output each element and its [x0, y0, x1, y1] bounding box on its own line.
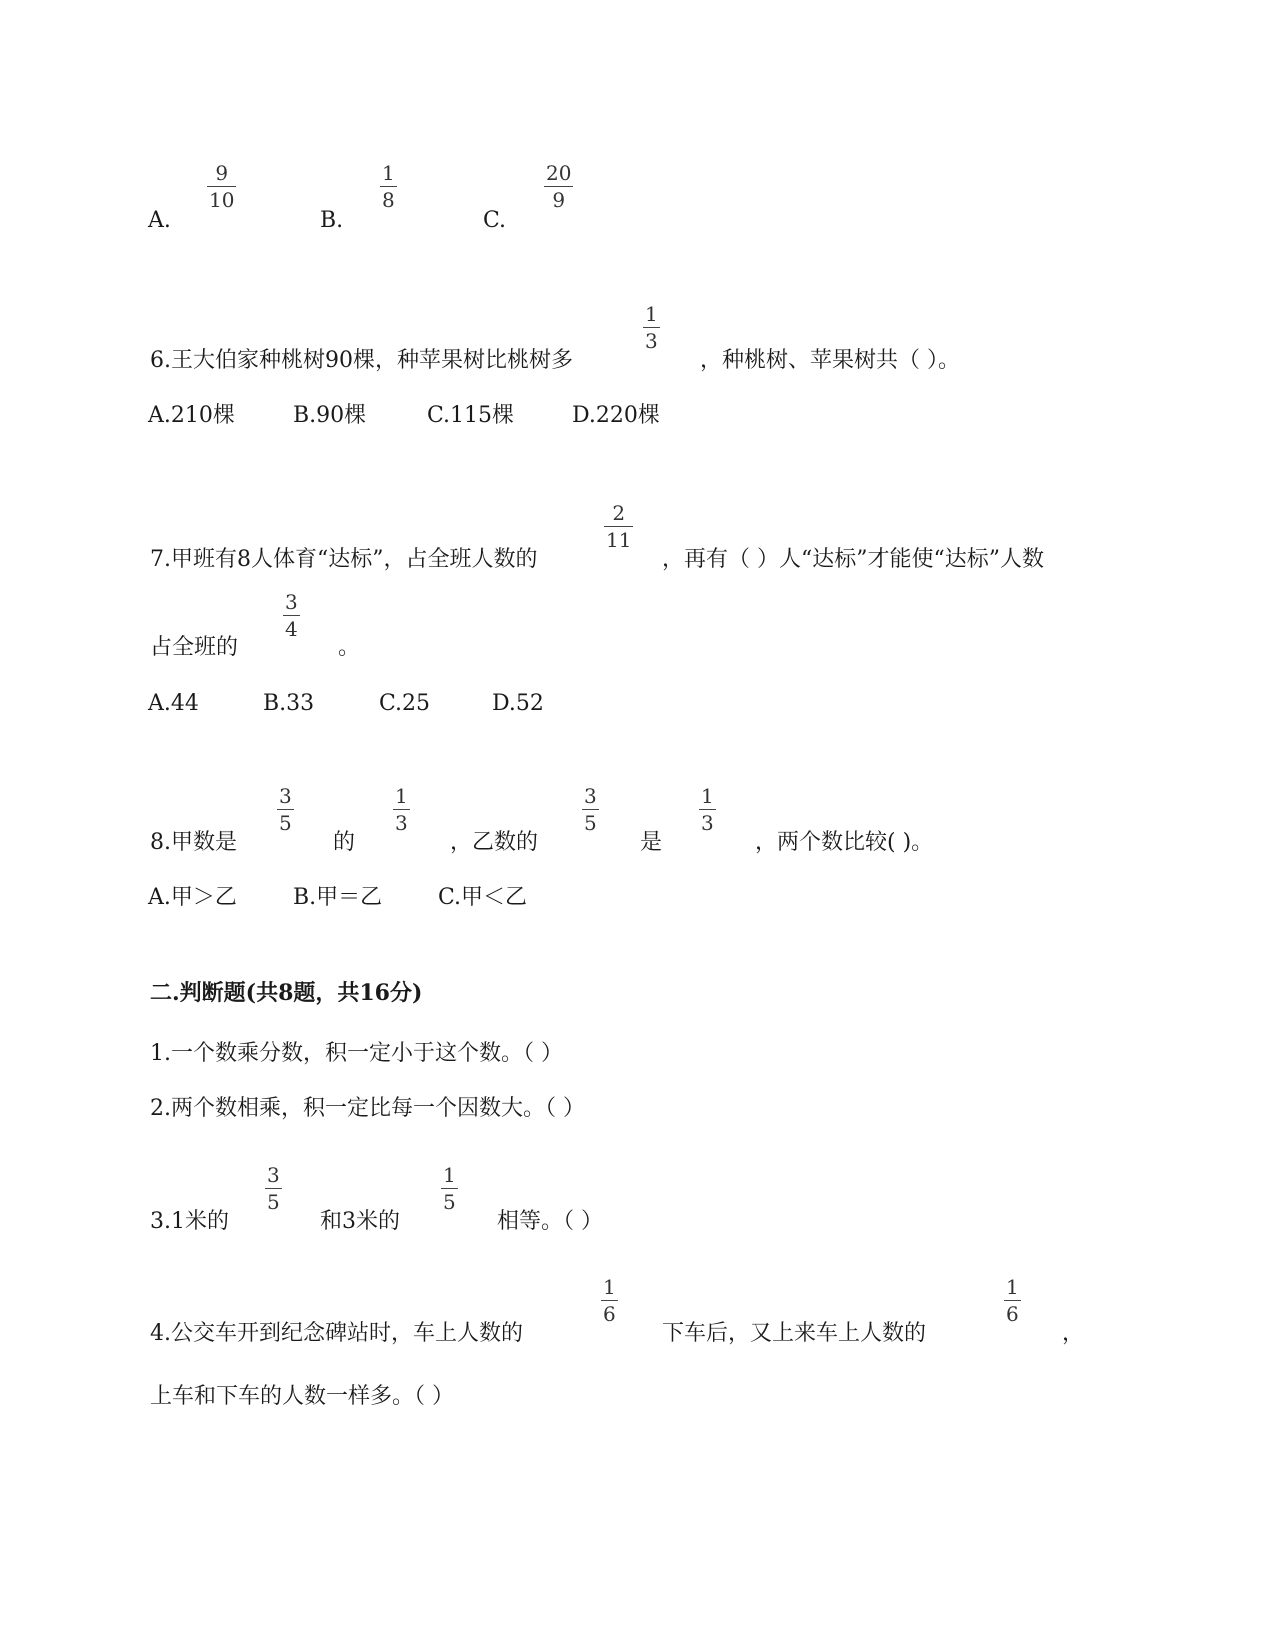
q6-fraction	[643, 304, 660, 351]
numerator: 3	[285, 590, 298, 614]
numerator: 1	[1006, 1275, 1019, 1299]
numerator: 20	[546, 161, 572, 185]
denominator: 4	[285, 617, 298, 641]
tf-question-4-fraction-1	[601, 1277, 618, 1324]
denominator: 10	[209, 188, 235, 212]
q7-option-b: B.33	[263, 691, 315, 716]
tf-question-3-part1: 3.1米的	[150, 1209, 229, 1234]
denominator: 6	[1006, 1302, 1019, 1326]
tf-question-4-part4: 上车和下车的人数一样多。（ ）	[150, 1384, 454, 1409]
q7-option-d: D.52	[492, 691, 544, 716]
numerator: 3	[279, 784, 292, 808]
q8-fraction-1	[277, 786, 294, 833]
numerator: 1	[382, 161, 395, 185]
denominator: 8	[382, 188, 395, 212]
tf-question-3-part2: 和3米的	[320, 1209, 400, 1234]
q6-text-part1: 6.王大伯家种桃树90棵，种苹果树比桃树多	[150, 348, 573, 373]
q8-text-part3: ，乙数的	[450, 830, 539, 855]
q8-option-b: B.甲＝乙	[293, 885, 383, 910]
numerator: 3	[584, 784, 597, 808]
tf-question-3-fraction-2	[441, 1165, 458, 1212]
q7-option-a: A.44	[148, 691, 199, 716]
denominator: 3	[395, 811, 408, 835]
q6-option-d: D.220棵	[572, 403, 660, 428]
denominator: 9	[552, 188, 566, 212]
q6-option-a: A.210棵	[148, 403, 235, 428]
denominator: 6	[603, 1302, 616, 1326]
denominator: 11	[606, 528, 632, 552]
q8-fraction-3	[582, 786, 599, 833]
q5-option-a-fraction	[207, 163, 236, 210]
q8-text-part2: 的	[333, 830, 356, 855]
tf-question-4-fraction-2	[1004, 1277, 1021, 1324]
q7-text-part3: 占全班的	[150, 635, 239, 660]
numerator: 1	[395, 784, 408, 808]
numerator: 1	[701, 784, 714, 808]
q6-option-c: C.115棵	[427, 403, 515, 428]
q8-text-part5: ，两个数比较( )。	[755, 830, 934, 855]
q5-option-b-fraction	[380, 163, 397, 210]
tf-question-4-part1: 4.公交车开到纪念碑站时，车上人数的	[150, 1321, 523, 1346]
denominator: 5	[443, 1190, 456, 1214]
tf-question-2: 2.两个数相乘，积一定比每一个因数大。（ ）	[150, 1096, 585, 1121]
q7-fraction-2	[283, 592, 300, 639]
q8-fraction-4	[699, 786, 716, 833]
q8-fraction-2	[393, 786, 410, 833]
tf-question-4-part3: ，	[1062, 1321, 1085, 1346]
q5-option-c-fraction	[544, 163, 573, 210]
q6-text-part2: ，种桃树、苹果树共（ ）。	[700, 348, 960, 373]
q8-option-c: C.甲＜乙	[438, 885, 528, 910]
q6-option-b: B.90棵	[293, 403, 367, 428]
tf-question-4-part2: 下车后，又上来车上人数的	[662, 1321, 927, 1346]
tf-question-3-fraction-1	[265, 1165, 282, 1212]
q5-option-b-label: B.	[320, 208, 344, 233]
denominator: 3	[645, 329, 658, 353]
denominator: 3	[701, 811, 714, 835]
q5-option-c-label: C.	[483, 208, 507, 233]
q8-text-part1: 8.甲数是	[150, 830, 237, 855]
numerator: 1	[603, 1275, 616, 1299]
numerator: 3	[267, 1163, 280, 1187]
numerator: 2	[612, 501, 626, 525]
tf-question-3-part3: 相等。（ ）	[497, 1209, 603, 1234]
q5-option-a-label: A.	[148, 208, 171, 233]
numerator: 1	[645, 302, 658, 326]
denominator: 5	[584, 811, 597, 835]
denominator: 5	[267, 1190, 280, 1214]
q7-option-c: C.25	[379, 691, 431, 716]
q7-text-part4: 。	[338, 635, 361, 660]
numerator: 1	[443, 1163, 456, 1187]
section-heading: 二.判断题(共8题，共16分)	[150, 980, 423, 1006]
denominator: 5	[279, 811, 292, 835]
q8-option-a: A.甲＞乙	[148, 885, 237, 910]
q7-text-part2: ，再有（ ）人“达标”才能使“达标”人数	[662, 547, 1044, 572]
q7-fraction-1	[604, 503, 633, 550]
numerator: 9	[215, 161, 229, 185]
q8-text-part4: 是	[640, 830, 663, 855]
tf-question-1: 1.一个数乘分数，积一定小于这个数。（ ）	[150, 1041, 563, 1066]
q7-text-part1: 7.甲班有8人体育“达标”，占全班人数的	[150, 547, 538, 572]
